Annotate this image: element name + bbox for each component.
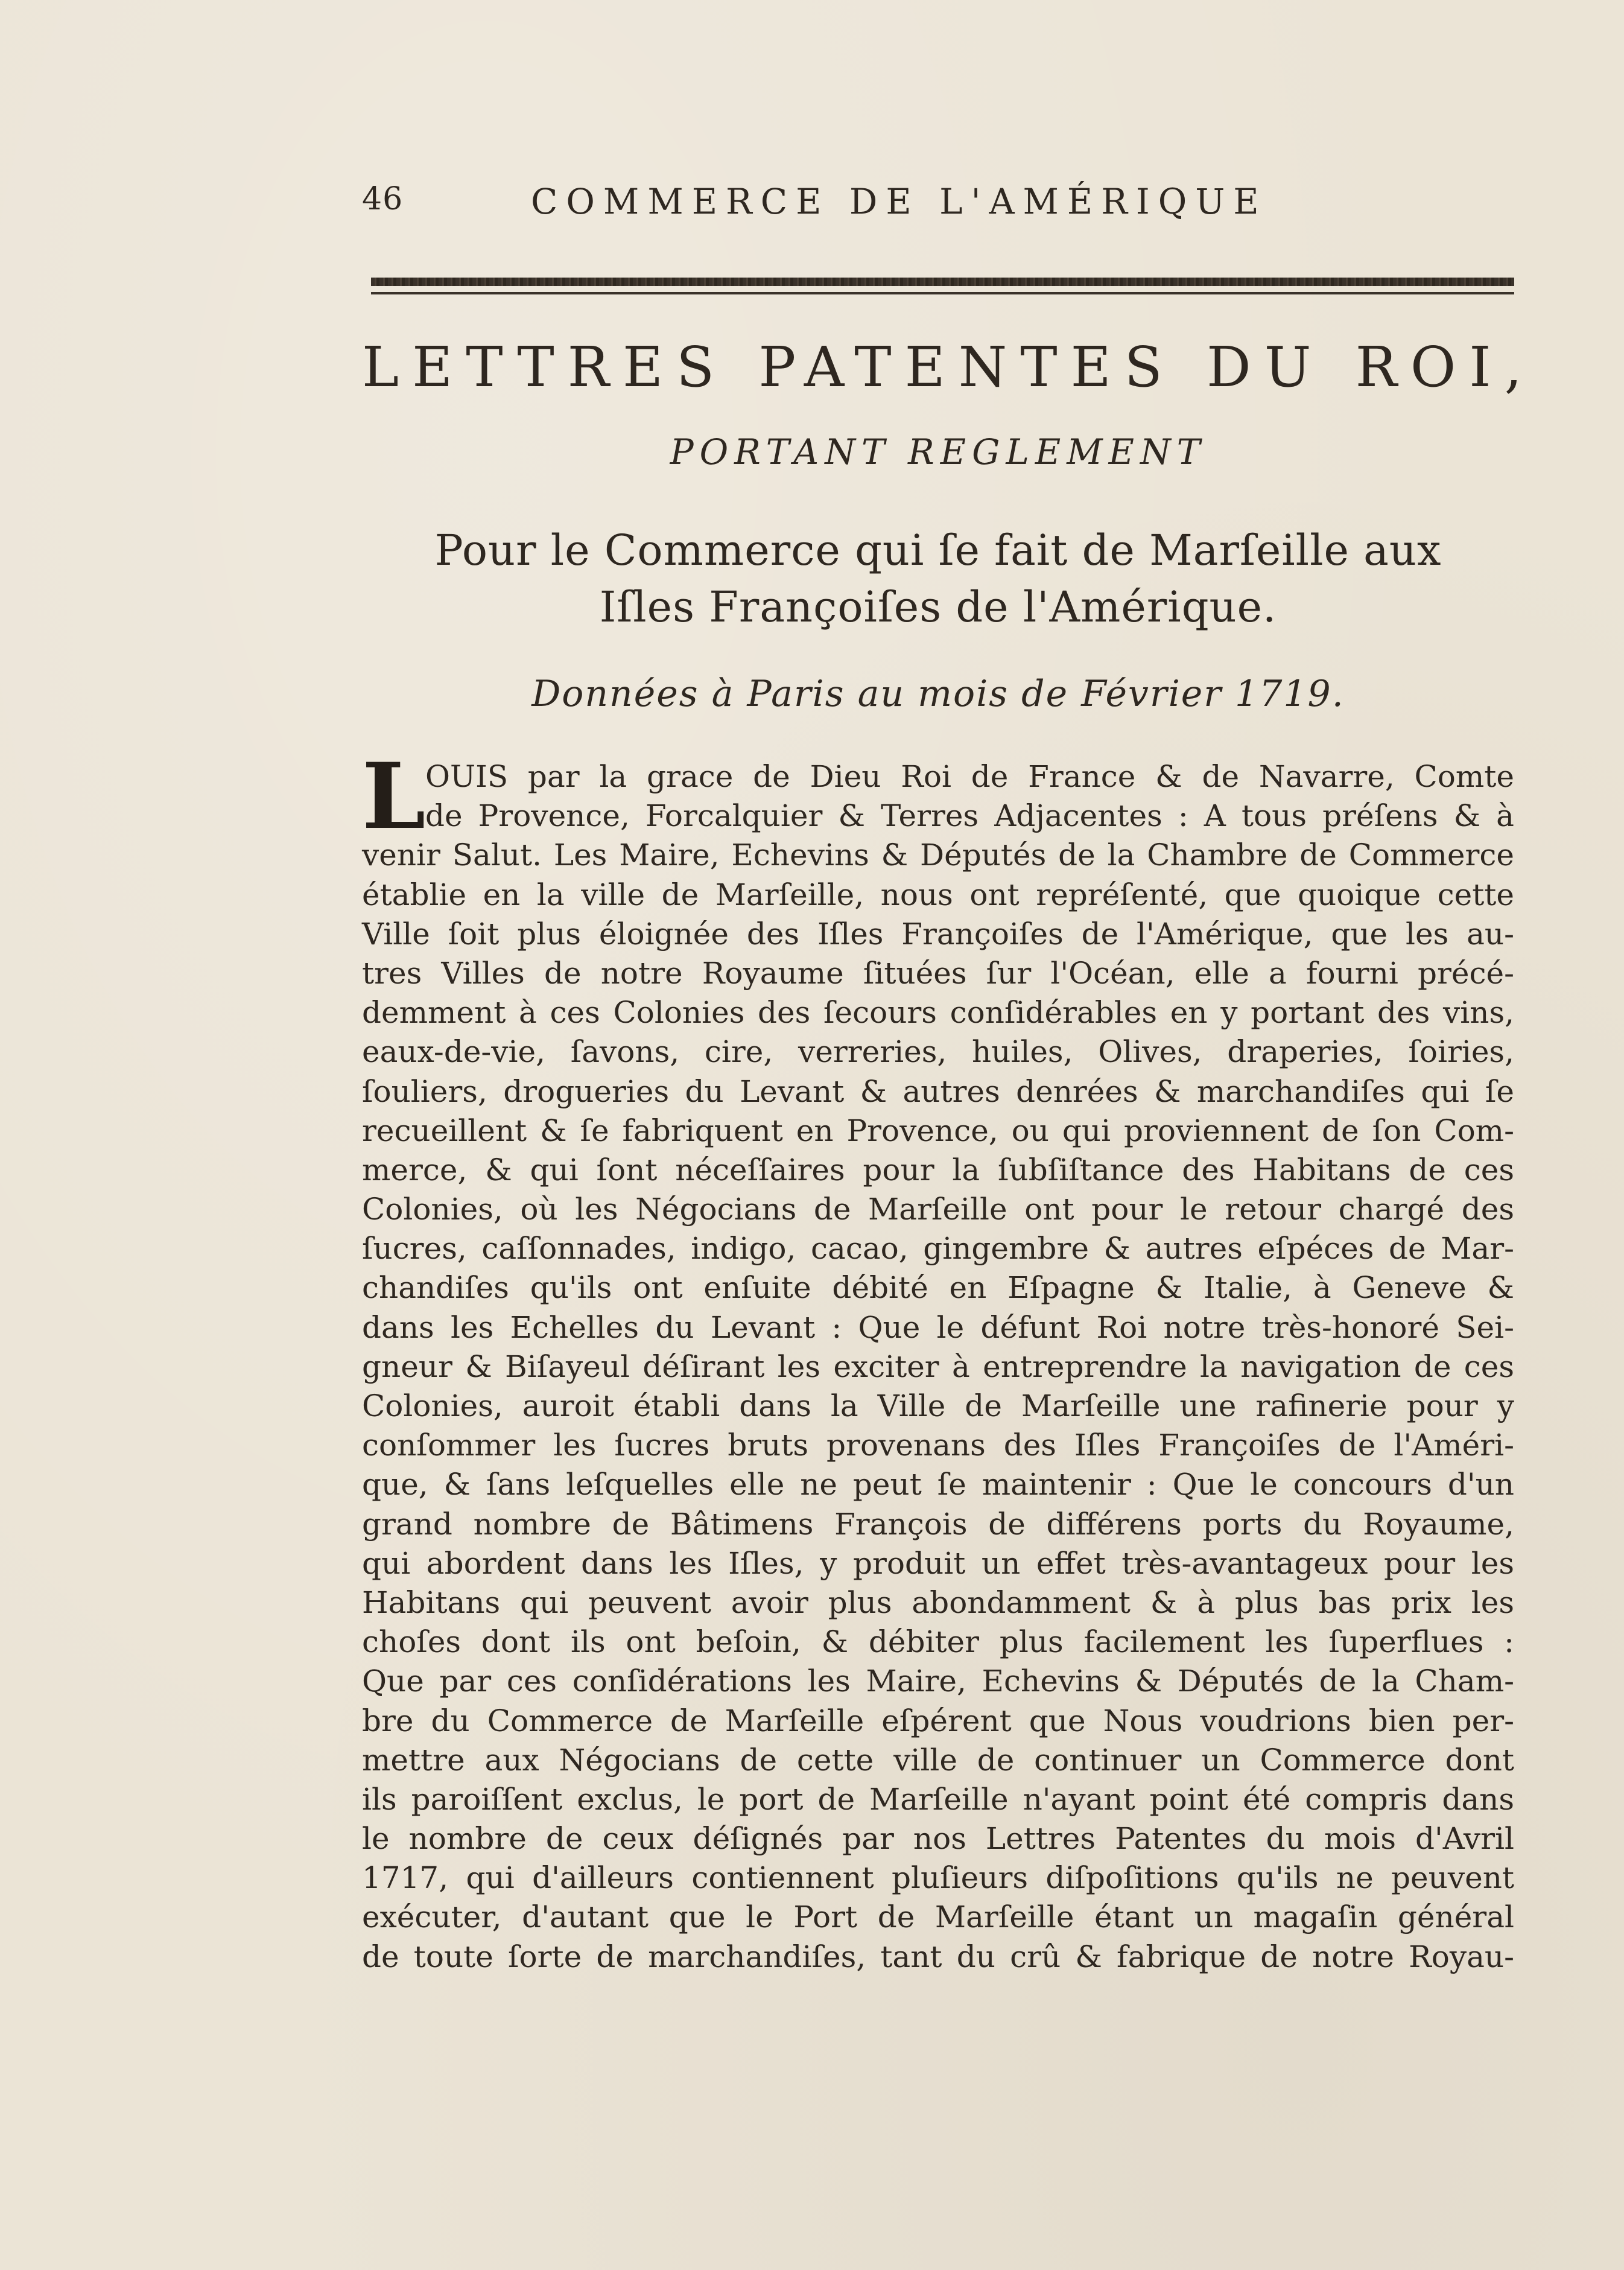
body-line: tres Villes de notre Royaume ſituées ſur l'Océan, elle a fourni précé- [362,955,1514,991]
body-line: conſommer les ſucres bruts provenans des Iſles Françoiſes de l'Améri- [362,1428,1514,1463]
body-line: qui abordent dans les Iſles, y produit un effet très-avantageux pour les [362,1545,1514,1581]
body-line: eaux-de-vie, ſavons, cire, verreries, huiles, Olives, draperies, ſoiries, [362,1034,1514,1070]
document-title: LETTRES PATENTES DU ROI, [362,335,1535,399]
subject-line: Pour le Commerce qui ſe fait de Marſeille aux [434,526,1442,575]
rule-thin [371,292,1514,294]
body-line: Colonies, auroit établi dans la Ville de Marſeille une rafinerie pour y [362,1388,1514,1423]
body-line: recueillent & ſe fabriquent en Provence, ou qui proviennent de ſon Com- [362,1113,1514,1148]
body-text [362,743,1514,1977]
body-line: ſouliers, drogueries du Levant & autres denrées & marchandiſes qui ſe [362,1073,1514,1109]
running-title: COMMERCE DE L'AMÉRIQUE [531,181,1267,222]
document-date: Données à Paris au mois de Février 1719. [531,673,1345,715]
body-line: dans les Echelles du Levant : Que le défunt Roi notre très-honoré Sei- [362,1309,1514,1345]
drop-cap: L [362,743,426,850]
subject-line: Iſles Françoiſes de l'Amérique. [599,582,1277,632]
body-line: venir Salut. Les Maire, Echevins & Députés de la Chambre de Commerce [362,838,1514,873]
body-line: Habitans qui peuvent avoir plus abondamment & à plus bas prix les [362,1585,1514,1620]
body-line: ils paroiſſent exclus, le port de Marſeille n'ayant point été compris dans [362,1781,1514,1817]
document-subtitle: PORTANT REGLEMENT [670,431,1207,472]
document-subject [362,522,1514,635]
body-line: merce, & qui ſont néceſſaires pour la ſubſiſtance des Habitans de ces [362,1152,1514,1187]
body-line: établie en la ville de Marſeille, nous ont repréſenté, que quoique cette [362,877,1514,912]
body-line: gneur & Biſayeul déſirant les exciter à entreprendre la navigation de ces [362,1349,1514,1384]
running-head [362,181,1514,229]
body-line: de toute ſorte de marchandiſes, tant du crû & fabrique de notre Royau- [362,1939,1514,1974]
body-line: chandiſes qu'ils ont enſuite débité en Eſpagne & Italie, à Geneve & [362,1270,1514,1306]
ornamental-rule [371,278,1514,294]
body-line: exécuter, d'autant que le Port de Marſeille étant un magaſin général [362,1900,1514,1935]
body-line: OUIS par la grace de Dieu Roi de France & de Navarre, Comte [425,759,1514,794]
body-line: que, & ſans leſquelles elle ne peut ſe maintenir : Que le concours d'un [362,1467,1514,1502]
rule-thick [371,278,1514,286]
body-line: mettre aux Négocians de cette ville de continuer un Commerce dont [362,1742,1514,1778]
body-line: de Provence, Forcalquier & Terres Adjacentes : A tous préſens & à [425,798,1514,834]
body-line: Que par ces conſidérations les Maire, Echevins & Députés de la Cham- [362,1664,1514,1699]
body-line: Ville ſoit plus éloignée des Iſles Françoiſes de l'Amérique, que les au- [362,916,1514,952]
body-line: Colonies, où les Négocians de Marſeille ont pour le retour chargé des [362,1192,1514,1227]
body-line: choſes dont ils ont beſoin, & débiter plus facilement les ſuperflues : [362,1624,1514,1660]
body-line: 1717, qui d'ailleurs contiennent pluſieurs diſpoſitions qu'ils ne peuvent [362,1860,1514,1896]
body-line: ſucres, caſſonnades, indigo, cacao, gingembre & autres eſpéces de Mar- [362,1231,1514,1267]
body-line: bre du Commerce de Marſeille eſpérent que Nous voudrions bien per- [362,1703,1514,1738]
page-number: 46 [362,181,404,217]
body-line: grand nombre de Bâtimens François de différens ports du Royaume, [362,1506,1514,1542]
body-line: le nombre de ceux déſignés par nos Lettres Patentes du mois d'Avril [362,1821,1514,1857]
body-line: demment à ces Colonies des ſecours conſidérables en y portant des vins, [362,995,1514,1031]
